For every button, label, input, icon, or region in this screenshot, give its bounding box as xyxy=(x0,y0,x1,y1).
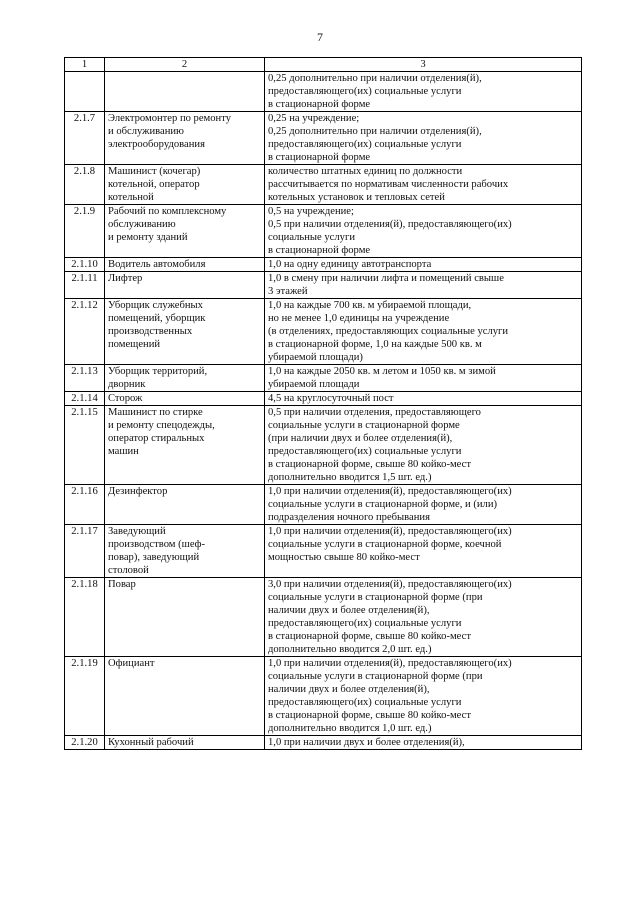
cell-line: мощностью свыше 80 койко-мест xyxy=(268,552,420,563)
cell-line: дополнительно вводится 1,0 шт. ед.) xyxy=(268,723,432,734)
cell-line: Лифтер xyxy=(108,273,143,284)
cell-line: электрооборудования xyxy=(108,139,205,150)
table-row xyxy=(65,205,582,258)
column-header-number: 1 xyxy=(65,58,105,72)
item-number: 2.1.10 xyxy=(65,258,105,272)
cell-line: социальные услуги в стационарной форме xyxy=(268,420,460,431)
cell-line: в стационарной форме, свыше 80 койко-мест xyxy=(268,631,471,642)
cell-line: котельной xyxy=(108,192,154,203)
cell-line: дворник xyxy=(108,379,146,390)
position-name xyxy=(105,272,265,299)
position-name xyxy=(105,72,265,112)
cell-line: котельной, оператор xyxy=(108,179,200,190)
position-name xyxy=(105,299,265,365)
position-name xyxy=(105,205,265,258)
column-header-norm: 3 xyxy=(265,58,582,72)
staffing-norm xyxy=(265,272,582,299)
staffing-norm xyxy=(265,112,582,165)
cell-line: столовой xyxy=(108,565,149,576)
cell-line: социальные услуги в стационарной форме, и (или) xyxy=(268,499,498,510)
position-name xyxy=(105,112,265,165)
cell-line: Дезинфектор xyxy=(108,486,168,497)
table-row xyxy=(65,258,582,272)
item-number: 2.1.19 xyxy=(65,657,105,736)
cell-line: (в отделениях, предоставляющих социальные услуги xyxy=(268,326,509,337)
cell-line: Заведующий xyxy=(108,526,166,537)
cell-line: обслуживанию xyxy=(108,219,176,230)
cell-line: убираемой площади xyxy=(268,379,360,390)
table-row xyxy=(65,272,582,299)
cell-line: 1,0 при наличии двух и более отделения(й), xyxy=(268,737,465,748)
item-number: 2.1.20 xyxy=(65,736,105,750)
item-number: 2.1.9 xyxy=(65,205,105,258)
staffing-norm xyxy=(265,657,582,736)
position-name xyxy=(105,485,265,525)
cell-line: 0,5 на учреждение; xyxy=(268,206,354,217)
table-row xyxy=(65,525,582,578)
staffing-norm xyxy=(265,299,582,365)
cell-line: Уборщик территорий, xyxy=(108,366,208,377)
cell-line: в стационарной форме xyxy=(268,245,371,256)
cell-line: 0,5 при наличии отделения(й), предоставляющего(их) xyxy=(268,219,512,230)
cell-line: 0,25 на учреждение; xyxy=(268,113,360,124)
position-name xyxy=(105,578,265,657)
position-name xyxy=(105,525,265,578)
table-row xyxy=(65,736,582,750)
cell-line: производственных xyxy=(108,326,193,337)
cell-line: оператор стиральных xyxy=(108,433,205,444)
cell-line: в стационарной форме xyxy=(268,152,371,163)
cell-line: Машинист (кочегар) xyxy=(108,166,201,177)
cell-line: предоставляющего(их) социальные услуги xyxy=(268,697,462,708)
table-row xyxy=(65,485,582,525)
cell-line: Сторож xyxy=(108,393,143,404)
cell-line: социальные услуги в стационарной форме, коечной xyxy=(268,539,502,550)
cell-line: наличии двух и более отделения(й), xyxy=(268,684,430,695)
cell-line: 1,0 при наличии отделения(й), предоставляющего(их) xyxy=(268,526,512,537)
position-name xyxy=(105,392,265,406)
cell-line: социальные услуги в стационарной форме (при xyxy=(268,592,483,603)
staffing-norm xyxy=(265,205,582,258)
staffing-norm xyxy=(265,258,582,272)
position-name xyxy=(105,365,265,392)
cell-line: 1,0 на каждые 2050 кв. м летом и 1050 кв. м зимой xyxy=(268,366,496,377)
cell-line: в стационарной форме, свыше 80 койко-мест xyxy=(268,459,471,470)
item-number: 2.1.18 xyxy=(65,578,105,657)
table-row xyxy=(65,578,582,657)
cell-line: 1,0 в смену при наличии лифта и помещений свыше xyxy=(268,273,504,284)
cell-line: Уборщик служебных xyxy=(108,300,203,311)
cell-line: предоставляющего(их) социальные услуги xyxy=(268,139,462,150)
cell-line: повар), заведующий xyxy=(108,552,200,563)
position-name xyxy=(105,406,265,485)
table-row xyxy=(65,299,582,365)
cell-line: производством (шеф- xyxy=(108,539,206,550)
cell-line: 0,25 дополнительно при наличии отделения(й), xyxy=(268,126,482,137)
cell-line: и обслуживанию xyxy=(108,126,184,137)
cell-line: рассчитывается по нормативам численности рабочих xyxy=(268,179,509,190)
staffing-norm xyxy=(265,525,582,578)
item-number: 2.1.14 xyxy=(65,392,105,406)
item-number: 2.1.12 xyxy=(65,299,105,365)
cell-line: в стационарной форме, свыше 80 койко-мест xyxy=(268,710,471,721)
staffing-norm xyxy=(265,72,582,112)
cell-line: и ремонту зданий xyxy=(108,232,188,243)
cell-line: предоставляющего(их) социальные услуги xyxy=(268,446,462,457)
table-row xyxy=(65,165,582,205)
cell-line: 0,5 при наличии отделения, предоставляющего xyxy=(268,407,481,418)
staffing-norm xyxy=(265,365,582,392)
position-name xyxy=(105,657,265,736)
cell-line: 1,0 при наличии отделения(й), предоставляющего(их) xyxy=(268,658,512,669)
table-row xyxy=(65,365,582,392)
item-number: 2.1.15 xyxy=(65,406,105,485)
cell-line: Официант xyxy=(108,658,155,669)
position-name xyxy=(105,258,265,272)
cell-line: машин xyxy=(108,446,139,457)
table-row xyxy=(65,657,582,736)
item-number: 2.1.11 xyxy=(65,272,105,299)
position-name xyxy=(105,165,265,205)
item-number: 2.1.8 xyxy=(65,165,105,205)
cell-line: Рабочий по комплексному xyxy=(108,206,227,217)
cell-line: (при наличии двух и более отделения(й), xyxy=(268,433,453,444)
item-number: 2.1.17 xyxy=(65,525,105,578)
cell-line: 3 этажей xyxy=(268,286,308,297)
cell-line: 4,5 на круглосуточный пост xyxy=(268,393,394,404)
cell-line: Повар xyxy=(108,579,136,590)
cell-line: подразделения ночного пребывания xyxy=(268,512,430,523)
cell-line: Электромонтер по ремонту xyxy=(108,113,232,124)
column-header-position: 2 xyxy=(105,58,265,72)
table-row xyxy=(65,72,582,112)
table-body xyxy=(65,72,582,750)
cell-line: предоставляющего(их) социальные услуги xyxy=(268,618,462,629)
page-number: 7 xyxy=(317,30,323,44)
cell-line: предоставляющего(их) социальные услуги xyxy=(268,86,462,97)
table-row xyxy=(65,392,582,406)
item-number: 2.1.7 xyxy=(65,112,105,165)
cell-line: социальные услуги xyxy=(268,232,355,243)
staffing-norm xyxy=(265,406,582,485)
cell-line: Машинист по стирке xyxy=(108,407,203,418)
cell-line: и ремонту спецодежды, xyxy=(108,420,215,431)
item-number: 2.1.16 xyxy=(65,485,105,525)
staffing-norm xyxy=(265,736,582,750)
cell-line: дополнительно вводится 1,5 шт. ед.) xyxy=(268,472,432,483)
cell-line: Кухонный рабочий xyxy=(108,737,194,748)
cell-line: количество штатных единиц по должности xyxy=(268,166,463,177)
item-number: 2.1.13 xyxy=(65,365,105,392)
staffing-norms-table xyxy=(64,57,582,750)
position-name xyxy=(105,736,265,750)
cell-line: социальные услуги в стационарной форме (при xyxy=(268,671,483,682)
staffing-norm xyxy=(265,485,582,525)
cell-line: помещений xyxy=(108,339,161,350)
table-row xyxy=(65,406,582,485)
cell-line: дополнительно вводится 2,0 шт. ед.) xyxy=(268,644,432,655)
table-header-row xyxy=(65,58,582,72)
staffing-norm xyxy=(265,392,582,406)
cell-line: 1,0 на одну единицу автотранспорта xyxy=(268,259,432,270)
cell-line: Водитель автомобиля xyxy=(108,259,206,270)
cell-line: но не менее 1,0 единицы на учреждение xyxy=(268,313,450,324)
cell-line: в стационарной форме xyxy=(268,99,371,110)
cell-line: 3,0 при наличии отделения(й), предоставляющего(их) xyxy=(268,579,512,590)
staffing-norm xyxy=(265,165,582,205)
cell-line: 0,25 дополнительно при наличии отделения(й), xyxy=(268,73,482,84)
cell-line: 1,0 на каждые 700 кв. м убираемой площади, xyxy=(268,300,472,311)
cell-line: помещений, уборщик xyxy=(108,313,206,324)
staffing-norm xyxy=(265,578,582,657)
cell-line: 1,0 при наличии отделения(й), предоставляющего(их) xyxy=(268,486,512,497)
item-number xyxy=(65,72,105,112)
table-row xyxy=(65,112,582,165)
cell-line: наличии двух и более отделения(й), xyxy=(268,605,430,616)
cell-line: котельных установок и тепловых сетей xyxy=(268,192,445,203)
cell-line: в стационарной форме, 1,0 на каждые 500 кв. м xyxy=(268,339,482,350)
cell-line: убираемой площади) xyxy=(268,352,363,363)
